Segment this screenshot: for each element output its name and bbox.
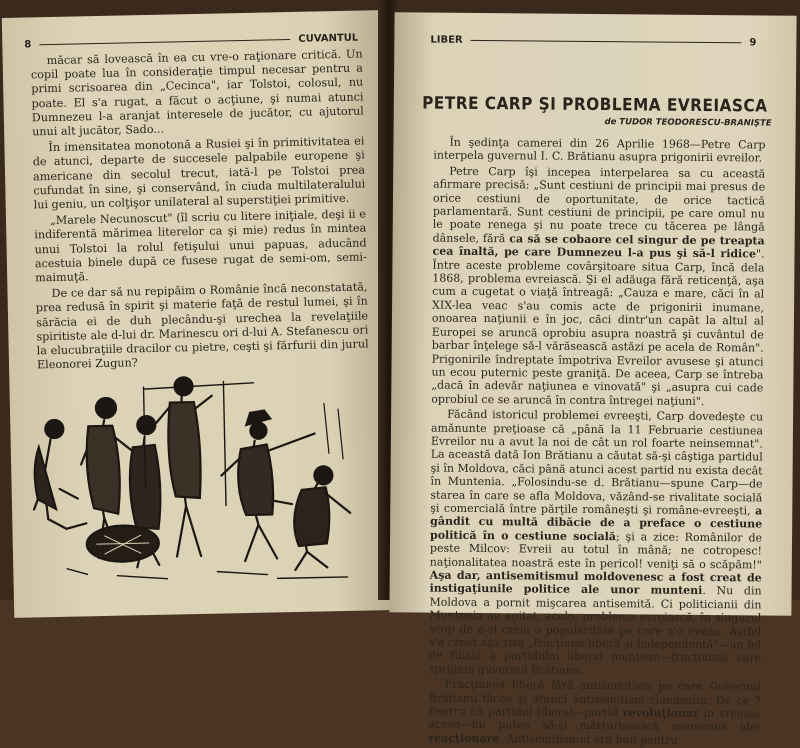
left-page-number: 8: [24, 39, 32, 51]
paragraph: „Marele Necunoscut" (îl scriu cu litere iniţiale, deşi ii e indiferentă mărimea literelor ca şi mie) redus în mintea unui Tolstoi la rolul fetişului unui papuas, aducând acestuia binele după ce fusese rugat de semi-om, semi-maimuţă.: [34, 207, 367, 285]
paragraph: [429, 408, 763, 679]
bold-text-run: reacţionare: [428, 731, 500, 746]
text-run: în vremea aceea—nu putea să-şi mărturisească asemenea idei: [428, 707, 761, 734]
right-running-head: [394, 12, 796, 53]
paragraph: De ce dar să nu repipăim o Românie încă neconstatată, prea redusă în spirit şi materie faţă de restul lumei, şi în sărăcia ei de duh plecându-şi urechea la revelaţiile spiritiste ale d-lui dr. Marinescu ori d-lui A. Stefanescu ori la elucubraţiile dracilor cu pietre, ceşti şi fărfurii din jurul Eleonorei Zugun?: [35, 280, 369, 372]
bold-text-run: revoluţionar: [622, 706, 699, 721]
text-run: ". Între aceste probleme covârşitoare situa Carp, încă dela 1868, problema evreiască. Şi el adăuga fără reticenţă, aşa cum a cugetat o viaţă întreagă: „Cauza e mare, căci în al XIX-lea veac s'au comis acte de prigonirii inumane, onoarea naţiunii e în joc, căci dintr'un capăt la altul al Europei se aruncă oprobiu asupra noastră şi cuvântul de barbar înţelege să-l vărăsească astăzi pe acela de Român". Prigonirile îndreptate împotriva Evreilor avusese şi atunci un ecou puternic peste graniţă. De aceea, Carp se întreba „dacă în adevăr naţiunea e vinovată" şi „asupra cui cade oprobiul ce se aruncă în contra întregei naţiuni".: [431, 247, 765, 408]
header-rule: [39, 39, 290, 45]
paragraph: În şedinţa camerei din 26 Aprilie 1968—Petre Carp interpela guvernul I. C. Brătianu asupra prigonirii evreilor.: [433, 135, 766, 165]
text-run: Făcând istoricul problemei evreeşti, Carp dovedeşte cu amănunte preţioase că „până la 11 Februarie cestiunea Evreilor nu a avut la noi de cât un rol foarte neinsemnat". La această dată Ion Brătianu a căutat să-şi câştiga partidul şi în Moldova, căci până atunci acest partid nu exista decât în Muntenia. „Folosindu-se d. Brătianu—spune Carp—de starea în care se afla Moldova, văzând-se rivalitate socială şi comercială între părţile româneşti şi române-evreeşti,: [430, 407, 764, 518]
paragraph: măcar să lovească în ea cu vre-o raţionare critică. Un copil poate lua în consideraţie timpul necesar pentru a primi scrisoarea din „Cecinca", iar Tolstoi, colosul, nu poate. El s'a rugat, a făcut o acţiune, şi numai atunci Dumnezeu l-a aranjat interesele de jucător, cu ajutorul unui alt jucător, Sado...: [30, 47, 364, 139]
text-run: Petre Carp îşi incepea interpelarea sa cu această afirmare precisă: „Sunt cestiuni de principii mai presus de orice cestiuni de oportunitate, de orice tactică parlamentară. Sunt cestiuni de principii, pe care omul nu le poate renega şi nu poate trece cu tăcerea pe lângă dânsele, fără: [432, 164, 766, 246]
text-run: . Nu din Moldova a pornit mişcarea antisemită. Ci politicianii din Muntenia au agitat, acolo, problema evreiască, în singurul scop de a-şi creia o popularitate pe care n'o aveau. Astfel s'a creat aşa zisa „fracţiune liberă şi independentă"—un fel de filială a partidului liberal muntean—fracţiunea care sprijinia guvernul Brătianu.: [428, 584, 762, 677]
right-body-text: [388, 135, 795, 748]
paragraph: [431, 164, 765, 408]
right-running-title: LIBER: [430, 34, 463, 46]
right-page-number: 9: [749, 37, 757, 49]
text-run: Fracţiunea liberă fără antisemitism pe care Guvernul Brătianu făcea şi atunci antisemitism clandestin. De ce ? Pentru că partidul liberal—partid: [428, 677, 761, 720]
ink-illustration: [23, 363, 368, 600]
paragraph: [428, 678, 761, 748]
bold-text-run: Aşa dar, antisemitismul moldovenesc a fost creat de instigaţiunile politice ale unor munteni: [429, 568, 762, 598]
left-body-text: [3, 47, 388, 373]
header-rule: [471, 40, 742, 43]
article-title: PETRE CARP ŞI PROBLEMA EVREIASCA: [422, 93, 768, 117]
bold-text-run: a gândit cu multă dibăcie de a preface o cestiune politică în o cestiune socială: [430, 504, 763, 543]
article-byline: de TUDOR TEODORESCU-BRANIŞTE: [604, 117, 772, 129]
left-page: [2, 10, 392, 618]
bold-text-run: ca să se cobaore cel singur de pe treapta cea înaltă, pe care Dumnezeu l-a pus şi să-l ridice: [432, 232, 765, 261]
text-run: . Antisemitismul era bun pentru: [499, 732, 678, 747]
left-running-title: CUVANTUL: [298, 32, 359, 45]
text-run: ; şi a zice: Românilor de peste Milcov: Evreii au totul în mână; ne cotropesc! naţionalitatea noastră este în pericol! veniţi să o scăpăm!": [429, 529, 763, 572]
right-page: [389, 12, 796, 747]
paragraph: În imensitatea monotonă a Rusiei şi în primitivitatea ei de atunci, departe de succesele palpabile europene şi americane din secolul trecut, iată-l pe Tolstoi prea cufundat în sine, şi conservând, în ciuda multilateralului lui geniu, un colţişor unilateral al superstiţiei primitive.: [32, 134, 366, 212]
